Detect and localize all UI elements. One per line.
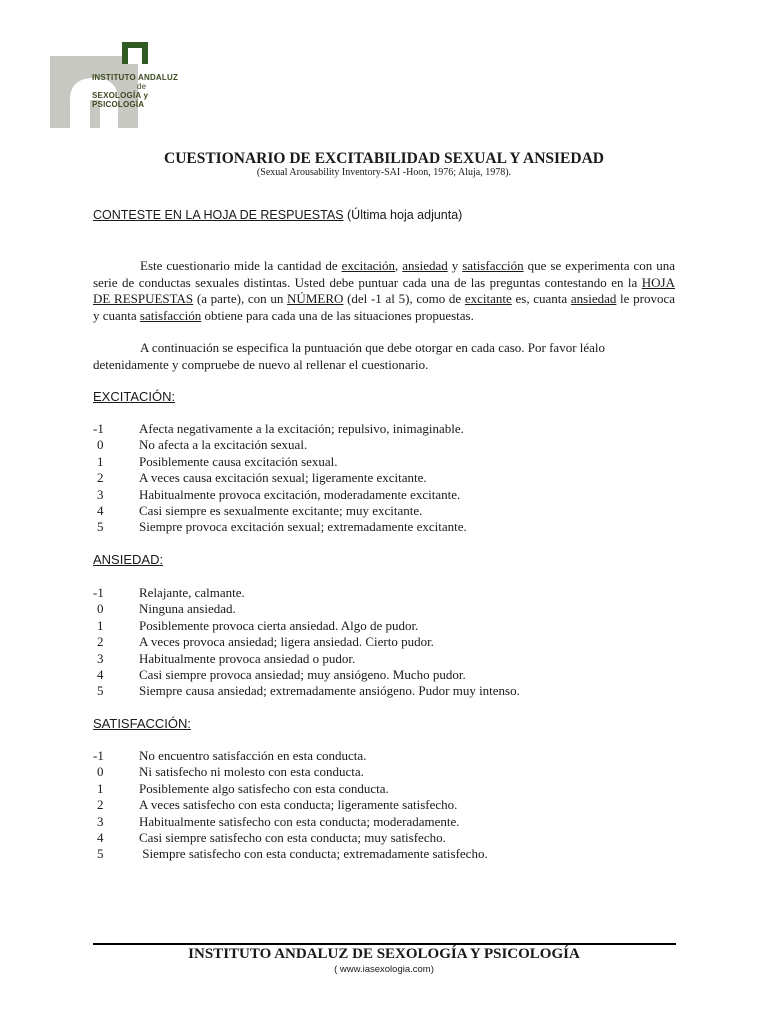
item-score: 5 — [97, 519, 104, 535]
para1-text: (a parte), con un — [193, 291, 288, 306]
item-score: 1 — [97, 453, 104, 469]
list-item — [93, 667, 693, 683]
item-score: 3 — [97, 813, 104, 829]
item-text: No afecta a la excitación sexual. — [139, 437, 308, 453]
list-item — [93, 487, 693, 503]
para1-underlined: ansiedad — [402, 258, 448, 273]
item-text: Siempre satisfecho con esta conducta; extremadamente satisfecho. — [139, 846, 488, 862]
item-text: Casi siempre satisfecho con esta conducta; muy satisfecho. — [139, 829, 446, 845]
section-heading-colon: : — [187, 716, 192, 731]
list-item — [93, 421, 693, 437]
item-text: A veces provoca ansiedad; ligera ansiedad. Cierto pudor. — [139, 634, 434, 650]
list-item — [93, 454, 693, 470]
item-text: Habitualmente provoca ansiedad o pudor. — [139, 650, 356, 666]
second-paragraph: A continuación se especifica la puntuación que debe otorgar en cada caso. Por favor léalo detenidamente y compruebe de nuevo al rellenar el cuestionario. — [93, 340, 606, 372]
item-score: -1 — [93, 748, 104, 763]
para1-underlined: ansiedad — [570, 291, 617, 306]
section-heading-text: EXCITACIÓN — [93, 389, 172, 404]
item-text: Habitualmente satisfecho con esta conducta; moderadamente. — [139, 813, 460, 829]
item-score: 3 — [97, 650, 104, 666]
institute-logo — [50, 40, 200, 130]
item-text: Posiblemente provoca cierta ansiedad. Algo de pudor. — [139, 617, 419, 633]
list-item — [93, 683, 693, 699]
para1-underlined: satisfacción — [462, 258, 524, 273]
para1-text: (del -1 al 5), como de — [343, 291, 465, 306]
item-score: 5 — [97, 683, 104, 699]
footer-divider — [93, 943, 676, 945]
item-score: 5 — [97, 846, 104, 862]
item-text: Siempre causa ansiedad; extremadamente ansiógeno. Pudor muy intenso. — [139, 683, 520, 699]
list-item — [93, 503, 693, 519]
item-text: Habitualmente provoca excitación, moderadamente excitante. — [139, 486, 461, 502]
intro-paragraph — [93, 258, 675, 324]
list-item — [93, 585, 693, 601]
list-item — [93, 814, 693, 830]
section-heading-colon: : — [159, 552, 164, 567]
item-score: 4 — [97, 829, 104, 845]
item-score: 0 — [97, 764, 104, 780]
list-item — [93, 651, 693, 667]
instruction-underlined: CONTESTE EN LA HOJA DE RESPUESTAS — [93, 208, 344, 222]
para1-text: le provoca y cuanta — [93, 291, 675, 323]
section-heading-text: SATISFACCIÓN — [93, 716, 188, 731]
item-score: 1 — [97, 617, 104, 633]
item-text: No encuentro satisfacción en esta conducta. — [139, 748, 367, 763]
section-heading-excitacion — [93, 389, 175, 404]
para1-underlined: satisfacción — [139, 307, 202, 323]
para1-underlined: NÚMERO — [287, 291, 344, 306]
item-text: Casi siempre provoca ansiedad; muy ansiógeno. Mucho pudor. — [139, 666, 466, 682]
list-item — [93, 797, 693, 813]
para1-text: , — [395, 258, 403, 273]
item-score: -1 — [93, 585, 104, 600]
list-item — [93, 470, 693, 486]
item-text: Relajante, calmante. — [139, 585, 245, 600]
para1-underlined: excitación — [341, 258, 396, 273]
item-score: 0 — [97, 601, 104, 617]
item-score: 4 — [97, 666, 104, 682]
item-text: Posiblemente causa excitación sexual. — [139, 453, 338, 469]
section-heading-colon: : — [171, 389, 176, 404]
list-ansiedad — [93, 585, 693, 700]
para1-text: y — [447, 258, 463, 273]
item-score: 0 — [97, 437, 104, 453]
para1-underlined: excitante — [464, 291, 512, 306]
footer-title: INSTITUTO ANDALUZ DE SEXOLOGÍA Y PSICOLOGÍA — [188, 946, 580, 962]
list-item — [93, 846, 693, 862]
document-subtitle: (Sexual Arousability Inventory-SAI -Hoon, 1976; Aluja, 1978). — [256, 167, 512, 178]
item-text: Ni satisfecho ni molesto con esta conducta. — [139, 764, 364, 780]
para1-text: que se experimenta con una serie de conductas sexuales distintas. Usted debe puntuar cada una de las preguntas contestando en la — [93, 258, 675, 290]
list-item — [93, 519, 693, 535]
logo-arch-icon — [50, 40, 200, 130]
instruction-rest: (Última hoja adjunta) — [343, 208, 463, 222]
logo-line-3: SEXOLOGÍA y PSICOLOGÍA — [92, 91, 149, 109]
list-item — [93, 781, 693, 797]
item-text: Afecta negativamente a la excitación; repulsivo, inimaginable. — [139, 421, 464, 436]
para1-text: obtiene para cada una de las situaciones propuestas. — [201, 307, 474, 323]
para1-text: Este cuestionario mide la cantidad de — [140, 258, 342, 273]
item-text: Casi siempre es sexualmente excitante; muy excitante. — [139, 502, 423, 518]
list-item — [93, 601, 693, 617]
item-text: Ninguna ansiedad. — [139, 601, 236, 617]
item-score: 1 — [97, 780, 104, 796]
list-item — [93, 618, 693, 634]
list-excitacion — [93, 421, 693, 536]
section-heading-text: ANSIEDAD — [93, 552, 160, 567]
list-item — [93, 634, 693, 650]
item-text: Posiblemente algo satisfecho con esta conducta. — [139, 780, 389, 796]
list-item — [93, 764, 693, 780]
list-item — [93, 748, 693, 764]
item-text: A veces satisfecho con esta conducta; ligeramente satisfecho. — [139, 797, 458, 813]
para1-text: es, cuanta — [511, 291, 571, 306]
item-score: 2 — [97, 634, 104, 650]
item-score: -1 — [93, 421, 104, 436]
para1-underlined: HOJA DE RESPUESTAS — [93, 274, 675, 306]
logo-line-2: de — [137, 82, 147, 91]
instruction-line — [93, 208, 462, 222]
footer-url[interactable]: ( www.iasexologia.com) — [334, 964, 434, 975]
document-title: CUESTIONARIO DE EXCITABILIDAD SEXUAL Y ANSIEDAD — [164, 150, 604, 167]
list-satisfaccion — [93, 748, 693, 863]
section-heading-ansiedad — [93, 552, 163, 567]
item-text: A veces causa excitación sexual; ligeramente excitante. — [139, 470, 427, 486]
item-score: 4 — [97, 502, 104, 518]
list-item — [93, 437, 693, 453]
item-score: 2 — [97, 470, 104, 486]
item-score: 3 — [97, 486, 104, 502]
section-heading-satisfaccion — [93, 716, 191, 731]
item-score: 2 — [97, 797, 104, 813]
list-item — [93, 830, 693, 846]
logo-line-1: INSTITUTO ANDALUZ — [92, 73, 179, 82]
item-text: Siempre provoca excitación sexual; extremadamente excitante. — [139, 519, 467, 535]
